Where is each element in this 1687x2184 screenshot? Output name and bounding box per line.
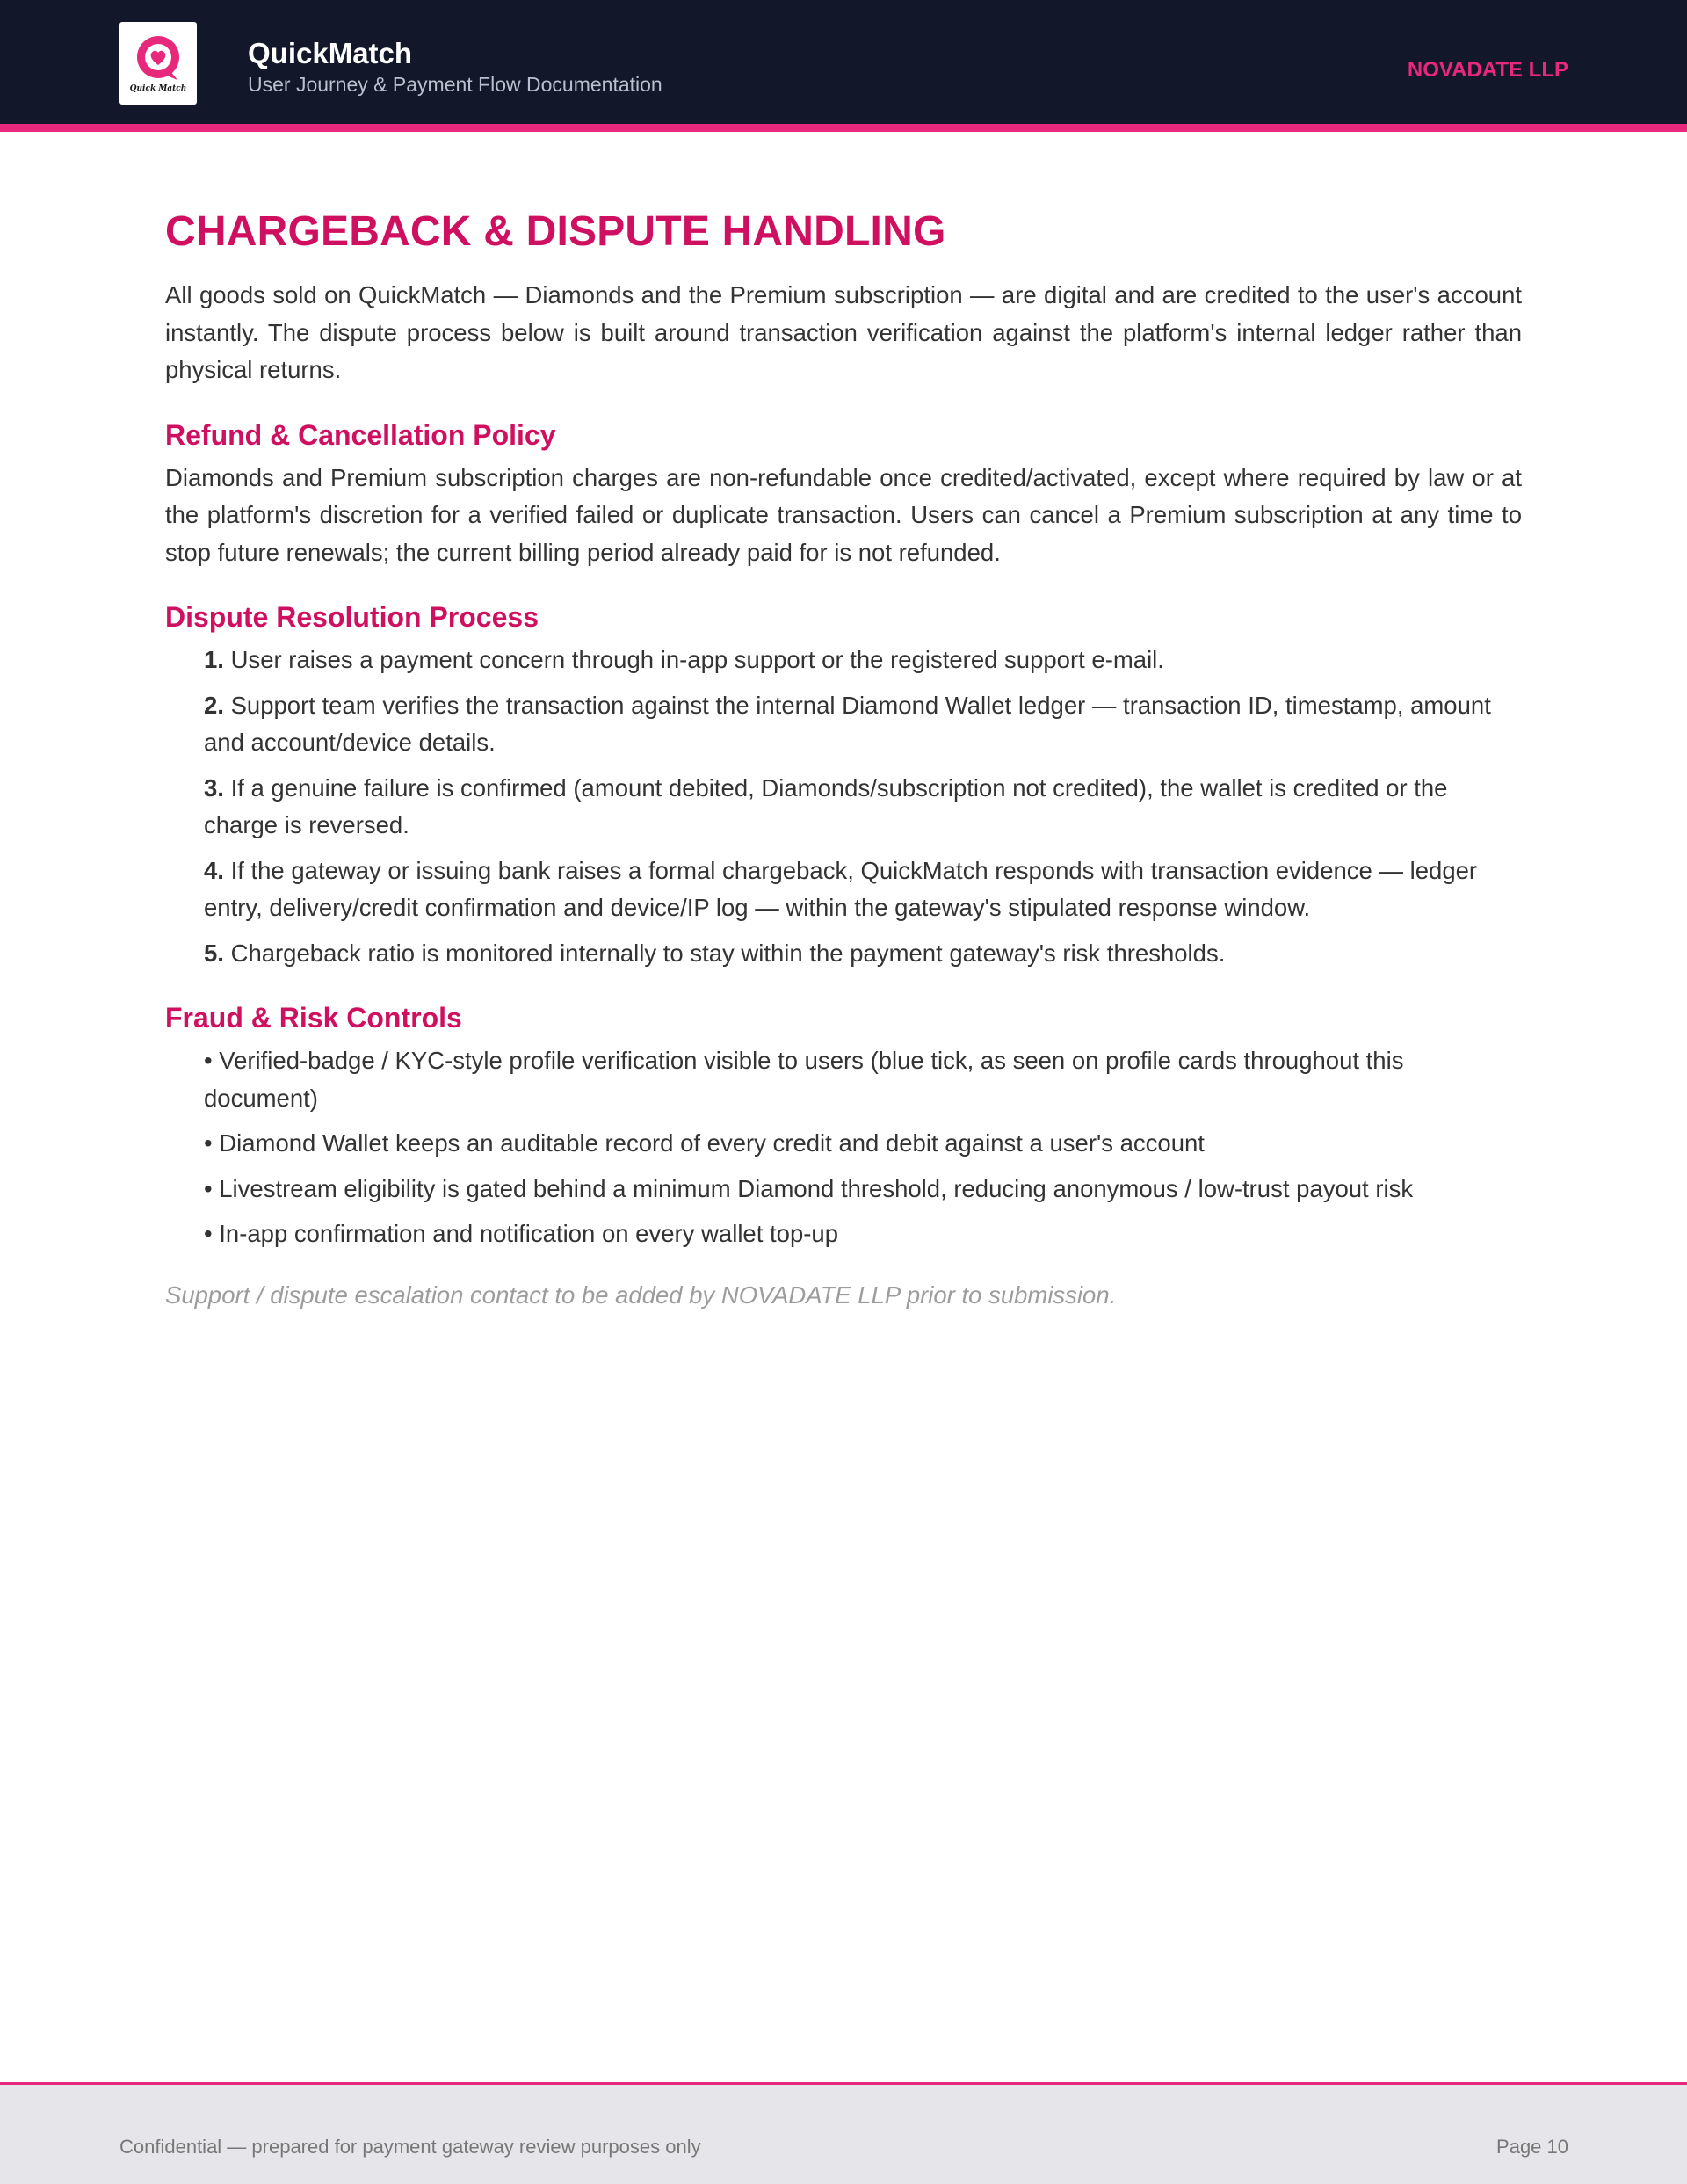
refund-paragraph: Diamonds and Premium subscription charges are non-refundable once credited/activated, except where required by law or at the platform's discretion for a verified failed or duplicate transaction. Users can cancel a Premium subscription at any time to stop future renewals; the current billing period already paid for is not refunded. <box>165 463 1522 566</box>
escalation-note: Support / dispute escalation contact to be added by NOVADATE LLP prior to submission. <box>165 1281 1117 1309</box>
list-item <box>204 770 1522 845</box>
confidential-notice: Confidential — prepared for payment gateway review purposes only <box>119 2136 701 2158</box>
quickmatch-logo <box>119 22 197 105</box>
step-number: 3. <box>204 773 224 802</box>
company-name: NOVADATE LLP <box>1407 58 1568 82</box>
list-item <box>204 687 1522 762</box>
step-number: 1. <box>204 646 224 673</box>
list-item: • In-app confirmation and notification on every wallet top-up <box>204 1220 838 1247</box>
list-item <box>204 853 1522 927</box>
step-number: 2. <box>204 691 224 719</box>
fraud-controls-list <box>165 1042 1522 1253</box>
page-title: CHARGEBACK & DISPUTE HANDLING <box>165 208 946 255</box>
step-text: Chargeback ratio is monitored internally to stay within the payment gateway's risk thresholds. <box>230 939 1226 967</box>
step-text: If a genuine failure is confirmed (amount debited, Diamonds/subscription not credited), the wallet is credited or the charge is reversed. <box>204 773 1448 838</box>
page-header <box>0 0 1687 124</box>
logo-caption: Quick Match <box>129 84 187 93</box>
main-content <box>165 207 1522 1313</box>
step-text: If the gateway or issuing bank raises a formal chargeback, QuickMatch responds with transaction evidence — ledger entry, delivery/credit confirmation and device/IP log — within the gateway's stipulated response window. <box>204 856 1478 921</box>
header-accent-bar <box>0 124 1687 132</box>
refund-heading: Refund & Cancellation Policy <box>165 418 556 451</box>
document-subtitle: User Journey & Payment Flow Documentation <box>248 73 662 96</box>
page-footer <box>0 2082 1687 2184</box>
list-item <box>204 642 1522 679</box>
list-item: • Verified-badge / KYC-style profile verification visible to users (blue tick, as seen on profile cards throughout this document) <box>204 1047 1404 1112</box>
fraud-heading: Fraud & Risk Controls <box>165 1002 462 1034</box>
page-number: Page 10 <box>1496 2136 1568 2158</box>
step-number: 4. <box>204 856 224 884</box>
step-text: Support team verifies the transaction against the internal Diamond Wallet ledger — transaction ID, timestamp, amount and account/device details. <box>204 691 1491 756</box>
list-item: • Diamond Wallet keeps an auditable record of every credit and debit against a user's account <box>204 1129 1205 1157</box>
step-number: 5. <box>204 939 224 967</box>
intro-paragraph: All goods sold on QuickMatch — Diamonds and the Premium subscription — are digital and are credited to the user's account instantly. The dispute process below is built around transaction verification against the platform's internal ledger rather than physical returns. <box>165 281 1522 383</box>
step-text: User raises a payment concern through in-app support or the registered support e-mail. <box>230 646 1164 673</box>
list-item <box>204 935 1522 973</box>
brand-name: QuickMatch <box>248 37 413 69</box>
dispute-steps-list <box>165 642 1522 972</box>
dispute-heading: Dispute Resolution Process <box>165 601 539 633</box>
list-item: • Livestream eligibility is gated behind a minimum Diamond threshold, reducing anonymous / low-trust payout risk <box>204 1174 1414 1202</box>
